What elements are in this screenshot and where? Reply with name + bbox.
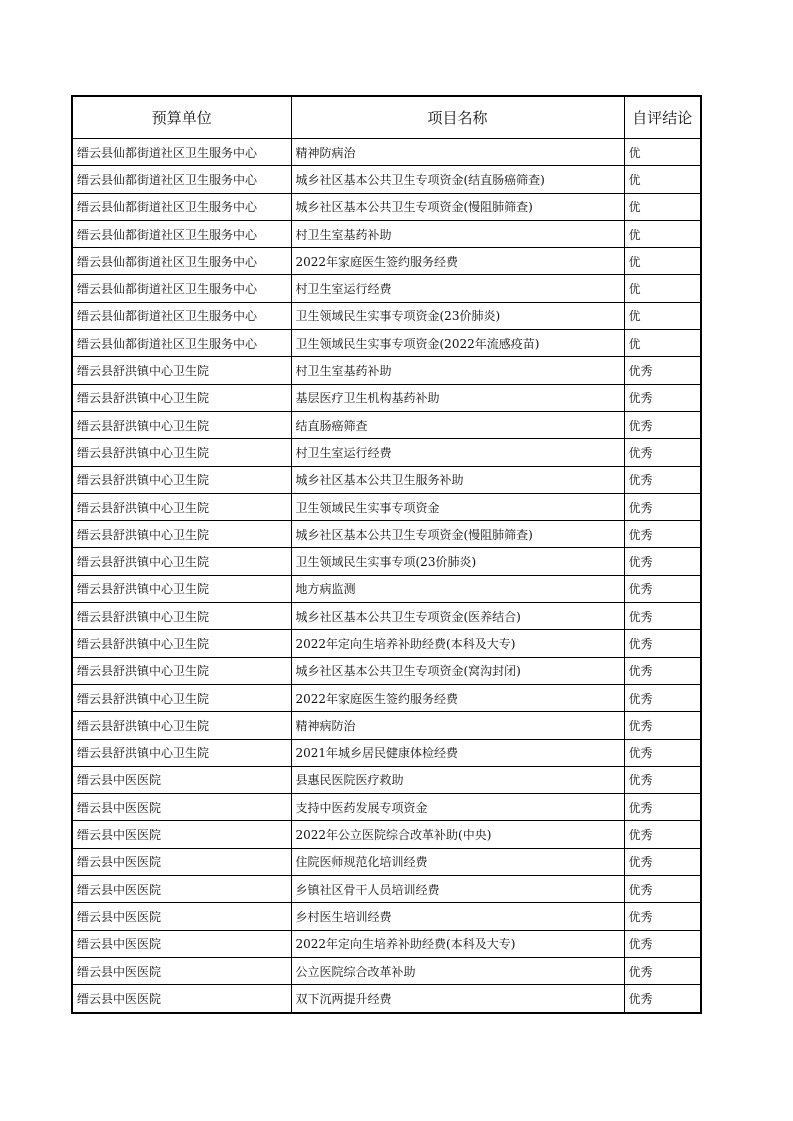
table-row (72, 275, 701, 302)
cell-budget-unit: 缙云县舒洪镇中心卫生院 (72, 548, 291, 575)
cell-project-name: 卫生领域民生实事专项资金(23价肺炎) (291, 302, 624, 329)
cell-project-name: 卫生领域民生实事专项资金(2022年流感疫苗) (291, 330, 624, 357)
cell-self-evaluation: 优秀 (624, 548, 701, 575)
table-row (72, 466, 701, 493)
cell-project-name: 县惠民医院医疗救助 (291, 766, 624, 793)
cell-self-evaluation: 优秀 (624, 848, 701, 875)
table-row (72, 903, 701, 930)
cell-self-evaluation: 优秀 (624, 357, 701, 384)
cell-budget-unit: 缙云县中医医院 (72, 821, 291, 848)
cell-self-evaluation: 优秀 (624, 957, 701, 984)
cell-self-evaluation: 优秀 (624, 384, 701, 411)
cell-budget-unit: 缙云县中医医院 (72, 794, 291, 821)
table-row (72, 411, 701, 438)
cell-self-evaluation: 优秀 (624, 903, 701, 930)
table-row (72, 384, 701, 411)
cell-budget-unit: 缙云县仙都街道社区卫生服务中心 (72, 220, 291, 247)
table-row (72, 220, 701, 247)
table-row (72, 985, 701, 1013)
cell-project-name: 2022年家庭医生签约服务经费 (291, 684, 624, 711)
cell-project-name: 村卫生室运行经费 (291, 275, 624, 302)
cell-budget-unit: 缙云县仙都街道社区卫生服务中心 (72, 166, 291, 193)
cell-project-name: 城乡社区基本公共卫生专项资金(窝沟封闭) (291, 657, 624, 684)
cell-self-evaluation: 优秀 (624, 794, 701, 821)
cell-self-evaluation: 优秀 (624, 712, 701, 739)
cell-self-evaluation: 优秀 (624, 985, 701, 1013)
evaluation-table (71, 95, 702, 1014)
table-row (72, 848, 701, 875)
cell-self-evaluation: 优秀 (624, 439, 701, 466)
cell-self-evaluation: 优秀 (624, 739, 701, 766)
table-row (72, 821, 701, 848)
cell-budget-unit: 缙云县舒洪镇中心卫生院 (72, 384, 291, 411)
cell-budget-unit: 缙云县中医医院 (72, 957, 291, 984)
cell-budget-unit: 缙云县仙都街道社区卫生服务中心 (72, 248, 291, 275)
table-row (72, 930, 701, 957)
cell-project-name: 乡镇社区骨干人员培训经费 (291, 876, 624, 903)
table-row (72, 876, 701, 903)
cell-budget-unit: 缙云县仙都街道社区卫生服务中心 (72, 302, 291, 329)
table-row (72, 739, 701, 766)
cell-project-name: 住院医师规范化培训经费 (291, 848, 624, 875)
cell-project-name: 双下沉两提升经费 (291, 985, 624, 1013)
table-row (72, 330, 701, 357)
cell-self-evaluation: 优秀 (624, 603, 701, 630)
table-row (72, 248, 701, 275)
cell-self-evaluation: 优秀 (624, 466, 701, 493)
table-row (72, 357, 701, 384)
cell-budget-unit: 缙云县舒洪镇中心卫生院 (72, 603, 291, 630)
table-row (72, 603, 701, 630)
table-row (72, 657, 701, 684)
table-row (72, 794, 701, 821)
cell-project-name: 村卫生室运行经费 (291, 439, 624, 466)
cell-self-evaluation: 优秀 (624, 930, 701, 957)
table-header-row (72, 96, 701, 139)
cell-self-evaluation: 优 (624, 330, 701, 357)
cell-budget-unit: 缙云县中医医院 (72, 930, 291, 957)
cell-project-name: 支持中医药发展专项资金 (291, 794, 624, 821)
cell-project-name: 地方病监测 (291, 575, 624, 602)
cell-self-evaluation: 优 (624, 275, 701, 302)
cell-project-name: 2022年公立医院综合改革补助(中央) (291, 821, 624, 848)
cell-project-name: 2021年城乡居民健康体检经费 (291, 739, 624, 766)
cell-budget-unit: 缙云县舒洪镇中心卫生院 (72, 630, 291, 657)
cell-budget-unit: 缙云县仙都街道社区卫生服务中心 (72, 193, 291, 220)
cell-project-name: 精神防病治 (291, 139, 624, 166)
table-row (72, 684, 701, 711)
cell-budget-unit: 缙云县中医医院 (72, 903, 291, 930)
cell-budget-unit: 缙云县中医医院 (72, 876, 291, 903)
cell-project-name: 精神病防治 (291, 712, 624, 739)
cell-self-evaluation: 优秀 (624, 876, 701, 903)
cell-project-name: 城乡社区基本公共卫生专项资金(慢阻肺筛查) (291, 521, 624, 548)
table-row (72, 166, 701, 193)
header-self-evaluation: 自评结论 (624, 96, 701, 139)
cell-self-evaluation: 优秀 (624, 657, 701, 684)
cell-budget-unit: 缙云县仙都街道社区卫生服务中心 (72, 139, 291, 166)
cell-self-evaluation: 优秀 (624, 575, 701, 602)
cell-project-name: 城乡社区基本公共卫生专项资金(结直肠癌筛查) (291, 166, 624, 193)
table-row (72, 139, 701, 166)
cell-project-name: 2022年家庭医生签约服务经费 (291, 248, 624, 275)
cell-self-evaluation: 优秀 (624, 521, 701, 548)
cell-project-name: 基层医疗卫生机构基药补助 (291, 384, 624, 411)
table-body (72, 139, 701, 1013)
table-row (72, 575, 701, 602)
table-row (72, 521, 701, 548)
cell-budget-unit: 缙云县舒洪镇中心卫生院 (72, 657, 291, 684)
table-row (72, 548, 701, 575)
cell-budget-unit: 缙云县中医医院 (72, 848, 291, 875)
table-row (72, 493, 701, 520)
cell-self-evaluation: 优 (624, 139, 701, 166)
cell-project-name: 卫生领域民生实事专项(23价肺炎) (291, 548, 624, 575)
cell-project-name: 村卫生室基药补助 (291, 220, 624, 247)
cell-self-evaluation: 优秀 (624, 411, 701, 438)
cell-budget-unit: 缙云县舒洪镇中心卫生院 (72, 466, 291, 493)
table-row (72, 302, 701, 329)
cell-budget-unit: 缙云县中医医院 (72, 985, 291, 1013)
cell-self-evaluation: 优 (624, 193, 701, 220)
cell-budget-unit: 缙云县中医医院 (72, 766, 291, 793)
cell-budget-unit: 缙云县舒洪镇中心卫生院 (72, 439, 291, 466)
cell-self-evaluation: 优秀 (624, 821, 701, 848)
cell-budget-unit: 缙云县舒洪镇中心卫生院 (72, 739, 291, 766)
cell-budget-unit: 缙云县仙都街道社区卫生服务中心 (72, 330, 291, 357)
table-row (72, 712, 701, 739)
cell-budget-unit: 缙云县舒洪镇中心卫生院 (72, 493, 291, 520)
header-budget-unit: 预算单位 (72, 96, 291, 139)
cell-budget-unit: 缙云县仙都街道社区卫生服务中心 (72, 275, 291, 302)
table-row (72, 439, 701, 466)
cell-budget-unit: 缙云县舒洪镇中心卫生院 (72, 712, 291, 739)
cell-project-name: 乡村医生培训经费 (291, 903, 624, 930)
cell-project-name: 城乡社区基本公共卫生专项资金(慢阻肺筛查) (291, 193, 624, 220)
cell-self-evaluation: 优秀 (624, 684, 701, 711)
cell-self-evaluation: 优 (624, 248, 701, 275)
cell-self-evaluation: 优秀 (624, 630, 701, 657)
cell-budget-unit: 缙云县舒洪镇中心卫生院 (72, 521, 291, 548)
cell-self-evaluation: 优 (624, 166, 701, 193)
cell-budget-unit: 缙云县舒洪镇中心卫生院 (72, 411, 291, 438)
cell-project-name: 2022年定向生培养补助经费(本科及大专) (291, 630, 624, 657)
table-row (72, 193, 701, 220)
cell-self-evaluation: 优 (624, 220, 701, 247)
cell-budget-unit: 缙云县舒洪镇中心卫生院 (72, 684, 291, 711)
cell-budget-unit: 缙云县舒洪镇中心卫生院 (72, 575, 291, 602)
cell-project-name: 村卫生室基药补助 (291, 357, 624, 384)
cell-self-evaluation: 优秀 (624, 493, 701, 520)
cell-project-name: 城乡社区基本公共卫生服务补助 (291, 466, 624, 493)
cell-budget-unit: 缙云县舒洪镇中心卫生院 (72, 357, 291, 384)
cell-project-name: 卫生领域民生实事专项资金 (291, 493, 624, 520)
cell-project-name: 公立医院综合改革补助 (291, 957, 624, 984)
table-row (72, 766, 701, 793)
cell-self-evaluation: 优秀 (624, 766, 701, 793)
header-project-name: 项目名称 (291, 96, 624, 139)
cell-project-name: 结直肠癌筛查 (291, 411, 624, 438)
cell-project-name: 城乡社区基本公共卫生专项资金(医养结合) (291, 603, 624, 630)
cell-self-evaluation: 优 (624, 302, 701, 329)
table-row (72, 957, 701, 984)
table-row (72, 630, 701, 657)
cell-project-name: 2022年定向生培养补助经费(本科及大专) (291, 930, 624, 957)
